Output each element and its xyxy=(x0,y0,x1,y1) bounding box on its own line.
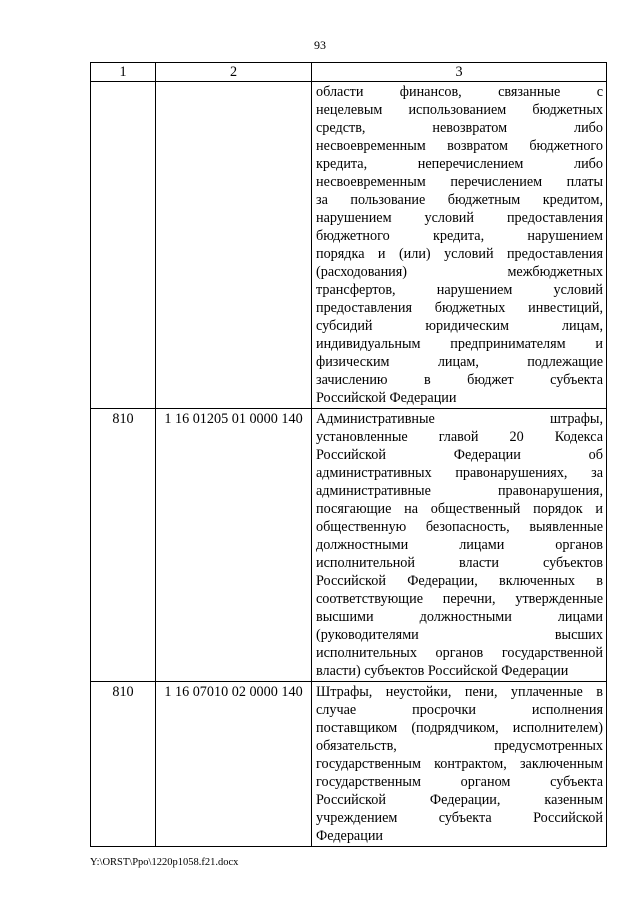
revenue-description-cell xyxy=(312,409,607,682)
revenue-description-cell xyxy=(312,682,607,847)
budget-classification-code-cell: 1 16 01205 01 0000 140 xyxy=(156,409,312,682)
description-line: Штрафы, неустойки, пени, уплаченные в xyxy=(316,684,603,700)
description-line: области финансов, связанные с xyxy=(316,84,603,100)
description-line: посягающие на общественный порядок и xyxy=(316,501,603,517)
description-line: субсидий юридическим лицам, xyxy=(316,318,603,334)
description-line: трансфертов, нарушением условий xyxy=(316,282,603,298)
description-line: (расходования) межбюджетных xyxy=(316,264,603,280)
description-line: несвоевременным возвратом бюджетного xyxy=(316,138,603,154)
description-line: обязательств, предусмотренных xyxy=(316,738,603,754)
table-body xyxy=(91,82,607,847)
description-line: нецелевым использованием бюджетных xyxy=(316,102,603,118)
description-line: исполнительной власти субъектов xyxy=(316,555,603,571)
description-line: административные правонарушения, xyxy=(316,483,603,499)
description-line: зачислению в бюджет субъекта xyxy=(316,372,603,388)
column-header-3: 3 xyxy=(312,63,607,82)
description-line: установленные главой 20 Кодекса xyxy=(316,429,603,445)
column-header-1: 1 xyxy=(91,63,156,82)
description-line: Российской Федерации, казенным xyxy=(316,792,603,808)
description-line: Российской Федерации xyxy=(316,390,457,406)
description-line: физическим лицам, подлежащие xyxy=(316,354,603,370)
description-line: средств, невозвратом либо xyxy=(316,120,603,136)
table-row xyxy=(91,682,607,847)
description-line: Административные штрафы, xyxy=(316,411,603,427)
description-line: власти) субъектов Российской Федерации xyxy=(316,663,569,679)
description-line: за пользование бюджетным кредитом, xyxy=(316,192,603,208)
description-line: должностными лицами органов xyxy=(316,537,603,553)
description-line: высшими должностными лицами xyxy=(316,609,603,625)
description-line: учреждением субъекта Российской xyxy=(316,810,603,826)
description-line: несвоевременным перечислением платы xyxy=(316,174,603,190)
file-path-footer: Y:\ORST\Ppo\1220p1058.f21.docx xyxy=(90,857,239,868)
description-line: нарушением условий предоставления xyxy=(316,210,603,226)
admin-code-cell xyxy=(91,82,156,409)
description-line: кредита, неперечислением либо xyxy=(316,156,603,172)
description-line: соответствующие перечни, утвержденные xyxy=(316,591,603,607)
description-line: случае просрочки исполнения xyxy=(316,702,603,718)
admin-code-cell: 810 xyxy=(91,409,156,682)
table-header xyxy=(91,63,607,82)
budget-classification-code-cell xyxy=(156,82,312,409)
description-line: административных правонарушениях, за xyxy=(316,465,603,481)
description-line: исполнительных органов государственной xyxy=(316,645,603,661)
header-row xyxy=(91,63,607,82)
budget-codes-table xyxy=(90,62,607,847)
description-line: порядка и (или) условий предоставления xyxy=(316,246,603,262)
description-line: предоставления бюджетных инвестиций, xyxy=(316,300,603,316)
description-line: (руководителями высших xyxy=(316,627,603,643)
description-line: бюджетного кредита, нарушением xyxy=(316,228,603,244)
table-row xyxy=(91,409,607,682)
description-line: Федерации xyxy=(316,828,384,844)
admin-code-cell: 810 xyxy=(91,682,156,847)
description-line: государственным контрактом, заключенным xyxy=(316,756,603,772)
budget-classification-code-cell: 1 16 07010 02 0000 140 xyxy=(156,682,312,847)
description-line: государственным органом субъекта xyxy=(316,774,603,790)
description-line: индивидуальным предпринимателям и xyxy=(316,336,603,352)
column-header-2: 2 xyxy=(156,63,312,82)
description-line: поставщиком (подрядчиком, исполнителем) xyxy=(316,720,603,736)
description-line: общественную безопасность, выявленные xyxy=(316,519,603,535)
description-line: Российской Федерации, включенных в xyxy=(316,573,603,589)
table-row xyxy=(91,82,607,409)
description-line: Российской Федерации об xyxy=(316,447,603,463)
revenue-description-cell xyxy=(312,82,607,409)
page-number: 93 xyxy=(314,38,326,52)
